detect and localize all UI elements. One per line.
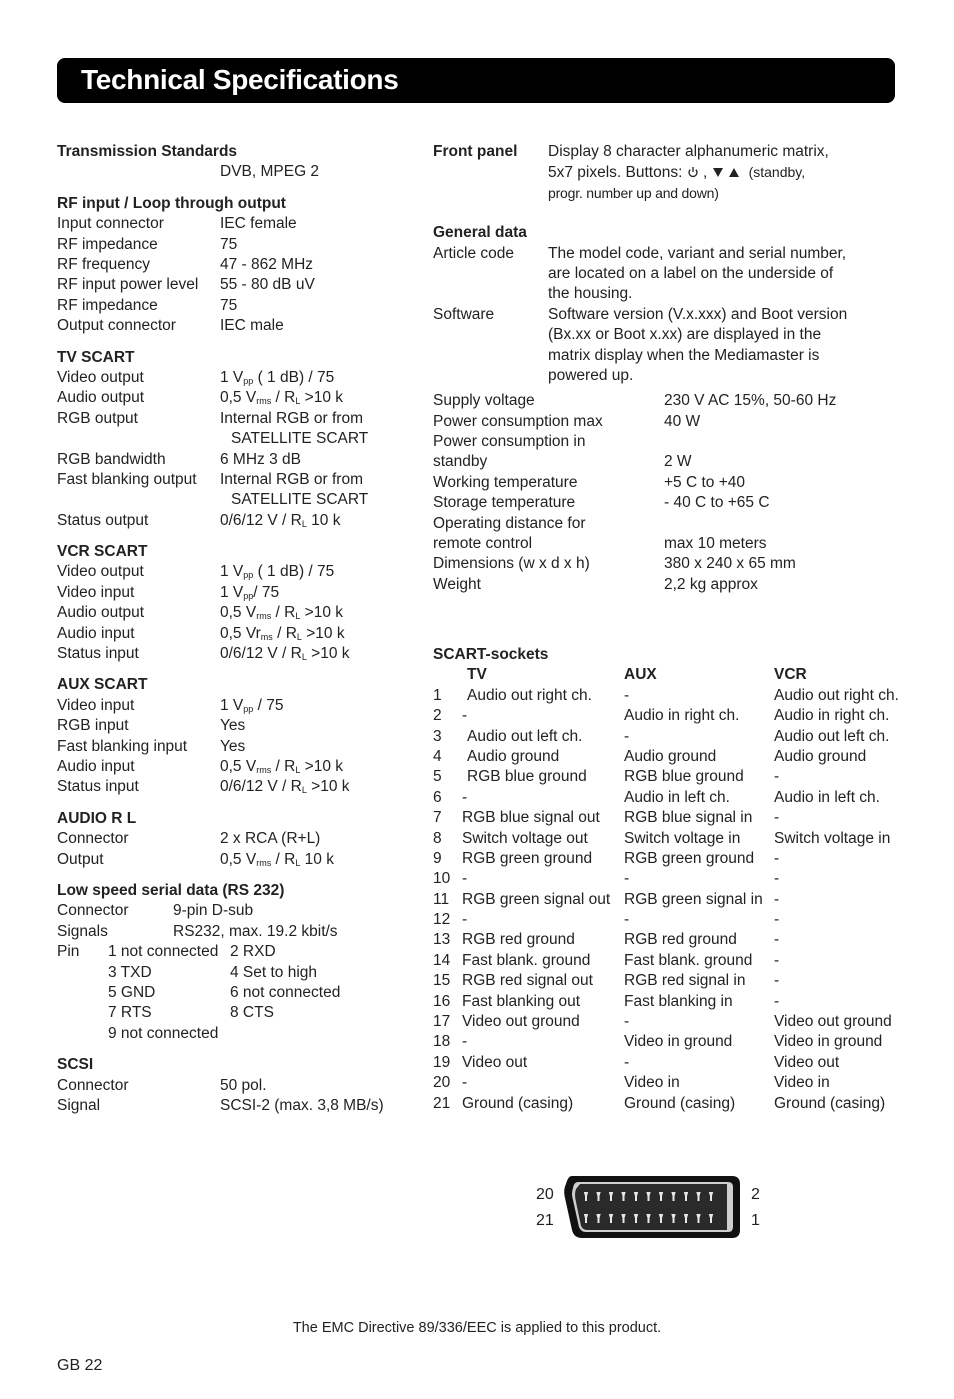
pin-label-2: 2 xyxy=(751,1186,760,1203)
spec-value: SCSI-2 (max. 3,8 MB/s) xyxy=(220,1096,384,1114)
spec-value: SATELLITE SCART xyxy=(231,491,369,509)
spec-label: Signals xyxy=(57,922,108,940)
vcr-cell: Ground (casing) xyxy=(774,1094,886,1112)
aux-cell: Audio ground xyxy=(624,747,717,765)
scart-connector-icon xyxy=(562,1172,744,1242)
spec-value: Yes xyxy=(220,717,246,735)
spec-value: 0,5 $V_{rms} / R_L >10$ k xyxy=(220,389,343,407)
spec-value: 9-pin D-sub xyxy=(173,902,254,920)
aux-cell: Fast blanking in xyxy=(624,992,733,1010)
front-panel-line: Display 8 character alphanumeric matrix, xyxy=(548,143,829,160)
spec-value: 55 - 80 dB uV xyxy=(220,276,315,294)
spec-value: IEC male xyxy=(220,317,284,335)
table-row xyxy=(433,747,923,767)
aux-cell: - xyxy=(624,911,630,929)
column-header-aux: AUX xyxy=(624,666,657,684)
spec-label: Working temperature xyxy=(433,473,578,491)
table-row xyxy=(433,992,923,1012)
spec-label: Software xyxy=(433,305,495,323)
tv-cell: - xyxy=(462,707,468,725)
spec-label: RF input power level xyxy=(57,276,199,294)
pin-entry: 9 not connected xyxy=(108,1024,219,1042)
aux-cell: Ground (casing) xyxy=(624,1094,736,1112)
table-row xyxy=(433,686,923,706)
transmission-value: DVB, MPEG 2 xyxy=(220,163,320,181)
spec-label: RGB input xyxy=(57,717,129,735)
pin-number-cell: 3 xyxy=(433,727,442,745)
table-row xyxy=(433,706,923,726)
spec-value: IEC female xyxy=(220,215,297,233)
aux-cell: Video in ground xyxy=(624,1033,733,1051)
spec-label: Input connector xyxy=(57,215,164,233)
pin-number-cell: 9 xyxy=(433,849,442,867)
tv-cell: - xyxy=(462,1074,468,1092)
pin-number-cell: 21 xyxy=(433,1094,451,1112)
vcr-cell: Audio out right ch. xyxy=(774,686,899,704)
vcr-cell: - xyxy=(774,972,780,990)
pin-number-cell: 13 xyxy=(433,931,451,949)
spec-label: remote control xyxy=(433,535,533,553)
arrow-up-icon xyxy=(728,167,740,178)
aux-cell: RGB blue signal in xyxy=(624,809,753,827)
arrow-down-icon xyxy=(712,167,724,178)
pin-number-cell: 6 xyxy=(433,788,442,806)
spec-label: RGB output xyxy=(57,409,138,427)
spec-label: Signal xyxy=(57,1096,101,1114)
tv-cell: Audio out right ch. xyxy=(467,686,592,704)
pin-number-cell: 8 xyxy=(433,829,442,847)
scart-sockets-table xyxy=(433,645,923,1114)
spec-label: Output connector xyxy=(57,317,176,335)
aux-cell: RGB red ground xyxy=(624,931,737,949)
pin-entry: 7 RTS xyxy=(108,1004,152,1022)
spec-label: Audio output xyxy=(57,389,145,407)
tv-cell: RGB red ground xyxy=(462,931,575,949)
transmission-heading: Transmission Standards xyxy=(57,143,238,160)
spec-label: Audio output xyxy=(57,604,145,622)
spec-value: 2,2 kg approx xyxy=(664,575,758,593)
spec-label: Audio input xyxy=(57,758,135,776)
table-row xyxy=(433,1094,923,1114)
spec-value: matrix display when the Mediamaster is xyxy=(548,346,820,364)
pin-number-cell: 1 xyxy=(433,686,442,704)
pin-number-cell: 16 xyxy=(433,992,451,1010)
spec-value: 50 pol. xyxy=(220,1076,267,1094)
pin-number-cell: 2 xyxy=(433,707,442,725)
spec-value: 0,5 $V_{rms} / R_L >10$ k xyxy=(220,758,343,776)
vcr-cell: Audio out left ch. xyxy=(774,727,890,745)
spec-value: 1 $V_{pp}$ ( 1 dB) / 75 xyxy=(220,563,335,581)
pin-number-cell: 5 xyxy=(433,768,442,786)
tv-cell: - xyxy=(462,788,468,806)
spec-label: RGB bandwidth xyxy=(57,450,166,468)
spec-value: Internal RGB or from xyxy=(220,409,363,427)
aux-cell: - xyxy=(624,686,630,704)
vcr-cell: - xyxy=(774,911,780,929)
vcr-cell: Audio in left ch. xyxy=(774,788,880,806)
spec-label: Storage temperature xyxy=(433,494,576,512)
rf-heading: RF input / Loop through output xyxy=(57,194,286,212)
spec-value: 0,5 $V_{rms} / R_L$ 10 k xyxy=(220,850,334,868)
pin-label-1: 1 xyxy=(751,1212,760,1229)
spec-label: Fast blanking output xyxy=(57,470,197,488)
tv-cell: Switch voltage out xyxy=(462,829,588,847)
serial-heading: Low speed serial data (RS 232) xyxy=(57,881,285,899)
table-row xyxy=(433,788,923,808)
pin-number-cell: 10 xyxy=(433,870,451,888)
spec-value: are located on a label on the underside of xyxy=(548,264,834,282)
aux-cell: Fast blank. ground xyxy=(624,951,753,969)
table-row xyxy=(433,849,923,869)
table-row xyxy=(433,1032,923,1052)
spec-value: 0,5 $Vr_{ms} / R_L >10$ k xyxy=(220,624,345,642)
spec-label: Status input xyxy=(57,645,139,663)
spec-value: RS232, max. 19.2 kbit/s xyxy=(173,922,338,940)
vcr-cell: - xyxy=(774,870,780,888)
spec-label: Status output xyxy=(57,511,149,529)
vcr-cell: - xyxy=(774,992,780,1010)
aux-cell: - xyxy=(624,727,630,745)
vcr-cell: - xyxy=(774,890,780,908)
vcr-cell: Audio ground xyxy=(774,747,867,765)
pin-number-cell: 4 xyxy=(433,747,442,765)
vcr-cell: - xyxy=(774,849,780,867)
tv-cell: RGB red signal out xyxy=(462,972,593,990)
front-panel-label: Front panel xyxy=(433,143,518,160)
vcr-cell: Switch voltage in xyxy=(774,829,891,847)
tv-cell: Fast blanking out xyxy=(462,992,581,1010)
page-number: GB 22 xyxy=(57,1357,103,1374)
spec-value: 6 MHz 3 dB xyxy=(220,450,301,468)
spec-value: 2 W xyxy=(664,453,692,471)
emc-directive-note: The EMC Directive 89/336/EEC is applied to this product. xyxy=(292,1320,662,1336)
pin-entry: 2 RXD xyxy=(230,943,276,961)
aux-scart-heading: AUX SCART xyxy=(57,676,148,694)
spec-label: Supply voltage xyxy=(433,392,535,410)
spec-value: 0/6/12 $V / R_L >10$ k xyxy=(220,645,350,663)
spec-label: Weight xyxy=(433,575,481,593)
tv-cell: RGB blue ground xyxy=(467,768,587,786)
front-panel-line: 5x7 pixels. Buttons: , (standby, xyxy=(548,164,806,182)
general-data-heading: General data xyxy=(433,224,527,242)
pin-number-cell: 7 xyxy=(433,809,442,827)
spec-value: SATELLITE SCART xyxy=(231,430,369,448)
pin-label-20: 20 xyxy=(536,1186,554,1203)
column-header-tv: TV xyxy=(467,666,487,684)
spec-value: powered up. xyxy=(548,366,634,384)
aux-cell: RGB red signal in xyxy=(624,972,746,990)
spec-value: (Bx.xx or Boot x.xx) are displayed in the xyxy=(548,326,822,344)
aux-cell: - xyxy=(624,1053,630,1071)
spec-value: - 40 C to +65 C xyxy=(664,494,770,512)
vcr-cell: - xyxy=(774,951,780,969)
vcr-cell: Video in xyxy=(774,1074,830,1092)
tv-cell: RGB green ground xyxy=(462,849,593,867)
spec-label: Output xyxy=(57,850,104,868)
vcr-scart-heading: VCR SCART xyxy=(57,543,148,561)
spec-label: Power consumption max xyxy=(433,412,603,430)
right-column xyxy=(433,142,913,595)
spec-value: 47 - 862 MHz xyxy=(220,255,314,273)
spec-label: RF frequency xyxy=(57,255,151,273)
pin-number-cell: 11 xyxy=(433,890,450,908)
spec-value: 40 W xyxy=(664,412,701,430)
front-panel-line: progr. number up and down) xyxy=(548,184,719,201)
table-row xyxy=(433,1012,923,1032)
aux-cell: - xyxy=(624,870,630,888)
tv-cell: Video out xyxy=(462,1053,528,1071)
table-row xyxy=(433,829,923,849)
spec-label: Connector xyxy=(57,830,129,848)
spec-value: 0,5 $V_{rms} / R_L >10$ k xyxy=(220,604,343,622)
spec-value: 0/6/12 $V / R_L >10$ k xyxy=(220,778,350,796)
spec-value: 380 x 240 x 65 mm xyxy=(664,555,796,573)
pin-entry: 5 GND xyxy=(108,983,156,1001)
tv-cell: Audio out left ch. xyxy=(467,727,583,745)
table-row xyxy=(433,869,923,889)
pin-entry: 4 Set to high xyxy=(230,963,318,981)
table-row xyxy=(433,910,923,930)
spec-value: 1 $V_{pp} / 75$ xyxy=(220,696,284,714)
spec-value: 75 xyxy=(220,235,238,253)
aux-cell: Video in xyxy=(624,1074,680,1092)
table-row xyxy=(433,1073,923,1093)
spec-label: RF impedance xyxy=(57,296,158,314)
spec-value: max 10 meters xyxy=(664,535,767,553)
spec-value: 0/6/12 V / $R_L$ 10 k xyxy=(220,511,341,529)
pin-entry: 1 not connected xyxy=(108,943,219,961)
spec-value: The model code, variant and serial number, xyxy=(548,244,847,262)
table-row xyxy=(433,890,923,910)
vcr-cell: - xyxy=(774,931,780,949)
spec-value: Software version (V.x.xxx) and Boot version xyxy=(548,305,848,323)
aux-cell: - xyxy=(624,1013,630,1031)
pin-number-cell: 17 xyxy=(433,1013,451,1031)
table-row xyxy=(433,767,923,787)
table-row xyxy=(433,930,923,950)
pin-entry: 6 not connected xyxy=(230,983,341,1001)
scart-sockets-heading: SCART-sockets xyxy=(433,646,549,663)
spec-label: Power consumption in xyxy=(433,433,586,451)
vcr-cell: - xyxy=(774,768,780,786)
tv-cell: - xyxy=(462,1033,468,1051)
spec-label: Video output xyxy=(57,563,144,581)
spec-label: Connector xyxy=(57,902,129,920)
spec-value: the housing. xyxy=(548,285,633,303)
vcr-cell: Video out xyxy=(774,1053,840,1071)
spec-label: Pin xyxy=(57,943,80,961)
column-header-vcr: VCR xyxy=(774,666,807,684)
tv-cell: RGB blue signal out xyxy=(462,809,600,827)
scart-rows xyxy=(433,686,923,1114)
pin-number-cell: 18 xyxy=(433,1033,451,1051)
spec-label: Connector xyxy=(57,1076,129,1094)
tv-scart-heading: TV SCART xyxy=(57,348,135,366)
page-title: Technical Specifications xyxy=(81,64,399,95)
table-row xyxy=(433,971,923,991)
pin-label-21: 21 xyxy=(536,1212,554,1229)
spec-label: Status input xyxy=(57,778,139,796)
aux-cell: RGB green signal in xyxy=(624,890,763,908)
spec-label: Video input xyxy=(57,696,135,714)
table-header-row xyxy=(433,665,923,685)
spec-value: 1 $V_{pp}/$ 75 xyxy=(220,583,280,601)
aux-cell: Audio in right ch. xyxy=(624,707,740,725)
table-row xyxy=(433,808,923,828)
audio-rl-heading: AUDIO R L xyxy=(57,809,137,827)
spec-label: Dimensions (w x d x h) xyxy=(433,555,590,573)
spec-value: Internal RGB or from xyxy=(220,470,363,488)
spec-value: 230 V AC 15%, 50-60 Hz xyxy=(664,392,837,410)
spec-label: RF impedance xyxy=(57,235,158,253)
title-bar xyxy=(57,58,895,103)
spec-label: Article code xyxy=(433,244,514,262)
standby-icon xyxy=(687,166,699,178)
aux-cell: Audio in left ch. xyxy=(624,788,730,806)
aux-cell: RGB blue ground xyxy=(624,768,744,786)
spec-label: Audio input xyxy=(57,624,135,642)
pin-number-cell: 12 xyxy=(433,911,451,929)
tv-cell: Ground (casing) xyxy=(462,1094,574,1112)
tv-cell: Video out ground xyxy=(462,1013,580,1031)
vcr-cell: Video in ground xyxy=(774,1033,883,1051)
aux-cell: Switch voltage in xyxy=(624,829,741,847)
table-row xyxy=(433,951,923,971)
spec-label: Fast blanking input xyxy=(57,737,188,755)
spec-label: Video input xyxy=(57,583,135,601)
tv-cell: Audio ground xyxy=(467,747,560,765)
pin-number-cell: 20 xyxy=(433,1074,451,1092)
pin-number-cell: 19 xyxy=(433,1053,451,1071)
table-row xyxy=(433,1053,923,1073)
vcr-cell: Video out ground xyxy=(774,1013,892,1031)
spec-value: 2 x RCA (R+L) xyxy=(220,830,321,848)
spec-label: Operating distance for xyxy=(433,514,586,532)
spec-value: 1 $V_{pp}$ ( 1 dB) / 75 xyxy=(220,368,335,386)
left-column xyxy=(57,142,417,1116)
pin-number-cell: 15 xyxy=(433,972,451,990)
pin-entry: 3 TXD xyxy=(108,963,152,981)
aux-cell: RGB green ground xyxy=(624,849,755,867)
spec-label: Video output xyxy=(57,368,144,386)
vcr-cell: - xyxy=(774,809,780,827)
pin-entry: 8 CTS xyxy=(230,1004,274,1022)
scsi-heading: SCSI xyxy=(57,1056,94,1074)
tv-cell: - xyxy=(462,911,468,929)
tv-cell: RGB green signal out xyxy=(462,890,611,908)
tv-cell: - xyxy=(462,870,468,888)
spec-value: 75 xyxy=(220,296,238,314)
tv-cell: Fast blank. ground xyxy=(462,951,591,969)
spec-label: standby xyxy=(433,453,488,471)
spec-value: Yes xyxy=(220,737,246,755)
vcr-cell: Audio in right ch. xyxy=(774,707,890,725)
pin-number-cell: 14 xyxy=(433,951,451,969)
spec-value: +5 C to +40 xyxy=(664,473,746,491)
table-row xyxy=(433,727,923,747)
